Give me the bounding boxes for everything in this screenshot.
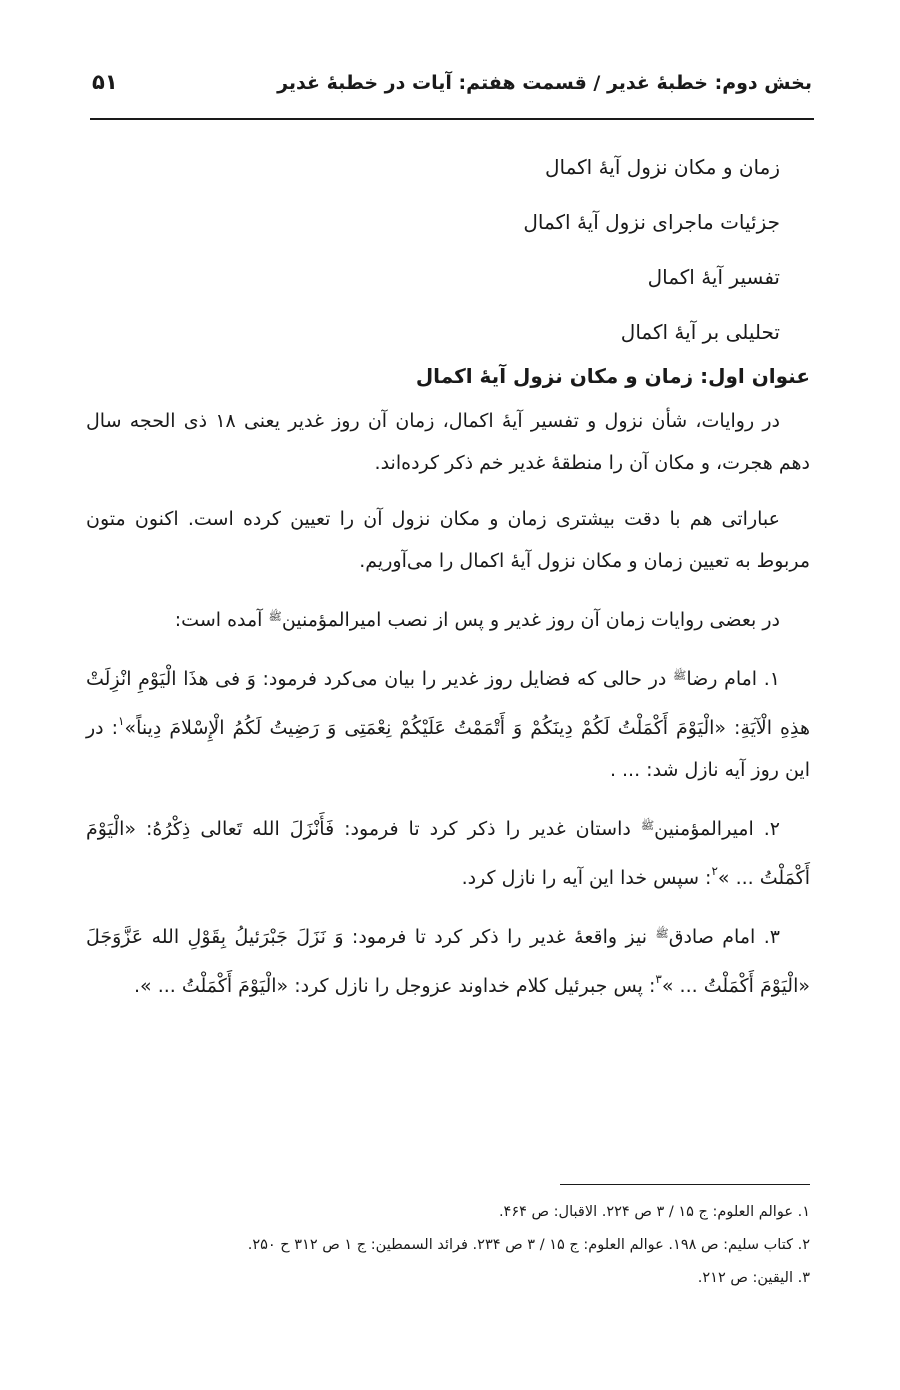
honorific-glyph: ﷺ [268,610,282,623]
footnote-item: ۱. عوالم العلوم: ج ۱۵ / ۳ ص ۲۲۴. الاقبال: ص ۴۶۴. [498,1204,810,1220]
narration-text: در حالی که فضایل روز غدیر را بیان می‌کرد فرمود: وَ فی هذَا الْیَوْمِ انْزِلَتْ هذِهِ الْآیَةِ: «الْیَوْمَ أَکْمَلْتُ لَکُمْ دِینَکُمْ وَ أَتْمَمْتُ عَلَیْکُمْ نِعْمَتِی وَ رَضِیتُ لَکُمُ الْإِسْلامَ دِیناً» [86,668,810,739]
narration-text: : سپس خدا این آیه را نازل کرد. [461,867,712,889]
narration-text: داستان غدیر را ذکر کرد تا فرمود: فَأَنْزَلَ الله تَعالی ذِکْرُهُ: «الْیَوْمَ أَکْمَلْتُ ... » [86,818,810,889]
narration-text: ۲. امیرالمؤمنین [654,818,781,840]
narration-item [86,913,810,1007]
paragraph [86,596,810,641]
honorific-glyph: ﷺ [655,927,669,940]
narration-item [86,805,810,899]
footnote-marker: ۱ [118,714,125,728]
paragraph-text: در بعضی روایات زمان آن روز غدیر و پس از نصب امیرالمؤمنین [281,609,780,631]
paragraph-text: آمده است: [174,609,269,631]
narration-text: ۳. امام صادق [668,926,780,948]
topic-item: زمان و مکان نزول آیهٔ اکمال [544,155,780,179]
honorific-glyph: ﷺ [640,819,655,832]
main-content [86,354,810,1021]
narration-text: : پس جبرئیل کلام خداوند عزوجل را نازل کرد: «الْیَوْمَ أَکْمَلْتُ ... ». [134,975,656,997]
narration-text: : در این روز آیه نازل شد: ... . [86,717,810,781]
footnote-marker: ۳ [655,972,662,986]
narration-item [86,655,810,791]
running-title: بخش دوم: خطبهٔ غدیر / قسمت هفتم: آیات در خطبهٔ غدیر [277,72,812,94]
topic-item: جزئیات ماجرای نزول آیهٔ اکمال [523,210,780,234]
footnote-divider [560,1184,810,1185]
header-divider [90,118,814,120]
footnote-item: ۲. کتاب سلیم: ص ۱۹۸. عوالم العلوم: ج ۱۵ / ۳ ص ۲۳۴. فرائد السمطین: ج ۱ ص ۳۱۲ ح ۲۵۰. [247,1237,810,1253]
topic-list [523,140,780,360]
topic-item: تحلیلی بر آیهٔ اکمال [620,320,780,344]
narration-text: نیز واقعهٔ غدیر را ذکر کرد تا فرمود: وَ نَزَلَ جَبْرَئیلُ بِقَوْلِ الله عَزَّوَجَلَ «الْیَوْمَ أَکْمَلْتُ ... » [86,926,810,997]
topic-item: تفسیر آیهٔ اکمال [647,265,780,289]
footnotes [86,1196,810,1295]
narration-text: ۱. امام رضا [686,668,780,690]
footnote-item: ۳. الیقین: ص ۲۱۲. [697,1270,810,1286]
footnote-marker: ۲ [711,864,718,878]
section-heading: عنوان اول: زمان و مکان نزول آیهٔ اکمال [415,364,810,388]
page-number: ۵۱ [92,70,118,94]
paragraph: در روایات، شأن نزول و تفسیر آیهٔ اکمال، زمان آن روز غدیر یعنی ۱۸ ذی الحجه سال دهم هجرت، و مکان آن را منطقهٔ غدیر خم ذکر کرده‌اند. [86,410,810,474]
paragraph: عباراتی هم با دقت بیشتری زمان و مکان نزول آن را تعیین کرده است. اکنون متون مربوط به تعیین زمان و مکان نزول آیهٔ اکمال را می‌آوریم. [86,508,810,572]
honorific-glyph: ﷺ [673,669,687,682]
page-header [90,72,812,108]
